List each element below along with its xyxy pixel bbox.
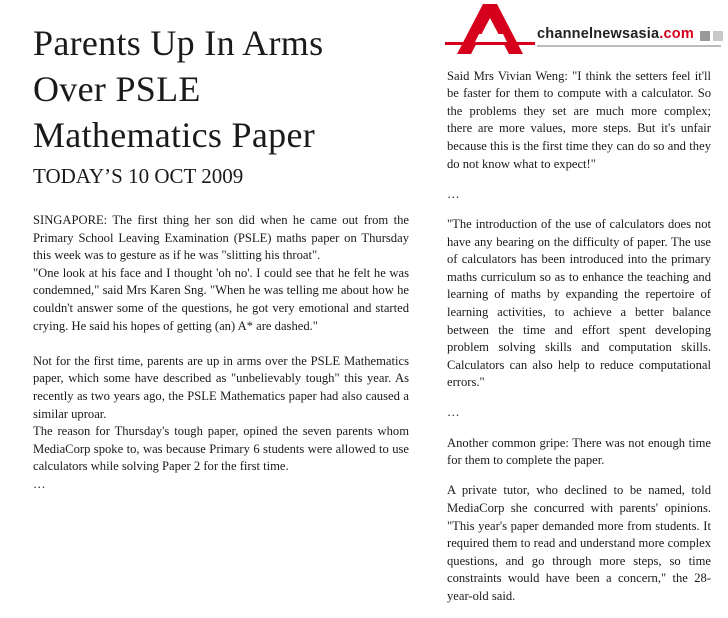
headline xyxy=(33,20,409,158)
paragraph-spacer xyxy=(33,335,409,353)
right-column xyxy=(447,55,711,618)
left-paragraph-2: "One look at his face and I thought 'oh no'. I could see that he felt he was condemned," said Mrs Karen Sng. "When he was telling me about how he couldn't answer some of the questions, he got very emotional and started crying. He said his hopes of getting (an) A* are dashed." xyxy=(33,265,409,333)
dateline: TODAY’S 10 OCT 2009 xyxy=(33,164,244,188)
right-paragraph-4: A private tutor, who declined to be named, told MediaCorp she concurred with parents' opinions. "This year's paper demanded more from students. It required them to read and understand more complex questions, and go through more steps, so time constraints would have been a concern," the 28-year-old said. xyxy=(447,483,711,603)
right-paragraph-2: "The introduction of the use of calculators does not have any bearing on the difficulty of paper. The use of calculators has been introduced into the primary maths curriculum so as to enhance the teaching and learning of maths by expanding the repertoire of learning activities, to achieve a better balance between the time and effort spent developing problem solving skills and computation skills. Calculators can also help to reduce computational errors." xyxy=(447,216,711,390)
left-paragraph-4: The reason for Thursday's tough paper, opined the seven parents whom MediaCorp spoke to, was because Primary 6 students were allowed to use calculators while solving Paper 2 for the first time. xyxy=(33,424,409,474)
logo-underline xyxy=(537,45,721,47)
logo-wordmark xyxy=(537,26,694,42)
headline-line-3: Mathematics Paper xyxy=(33,115,316,155)
logo-wordmark-main: channelnewsasia xyxy=(537,26,660,42)
right-paragraph-1: Said Mrs Vivian Weng: "I think the setters feel it'll be faster for them to compute with a calculator. So the problems they set are much more complex; there are more values, more steps. But it's unfair because this is the first time they can do so and they do not know what to expect!" xyxy=(447,68,711,171)
left-column xyxy=(33,20,409,494)
left-ellipsis: … xyxy=(33,476,46,491)
right-ellipsis-2: … xyxy=(447,405,460,420)
headline-line-1: Parents Up In Arms xyxy=(33,23,324,63)
right-paragraph-3: Another common gripe: There was not enough time for them to complete the paper. xyxy=(447,435,711,468)
left-paragraph-1: SINGAPORE: The first thing her son did when he came out from the Primary School Leaving Examination (PSLE) maths paper on Thursday this week was to gesture as if he was "slitting his throat". xyxy=(33,213,409,263)
channelnewsasia-a-logo-icon xyxy=(445,2,535,54)
left-paragraph-3: Not for the first time, parents are up in arms over the PSLE Mathematics paper, which some have described as "unbelievably tough" this year. As recently as two years ago, the PSLE Mathematics paper had also caused a similar uproar. xyxy=(33,353,409,421)
headline-line-2: Over PSLE xyxy=(33,69,201,109)
logo-square-dark xyxy=(700,31,710,41)
right-ellipsis-1: … xyxy=(447,186,460,201)
logo-wordmark-suffix: .com xyxy=(659,26,694,42)
left-article-body xyxy=(33,212,409,494)
channelnewsasia-logo xyxy=(445,0,728,50)
logo-square-light xyxy=(713,31,723,41)
